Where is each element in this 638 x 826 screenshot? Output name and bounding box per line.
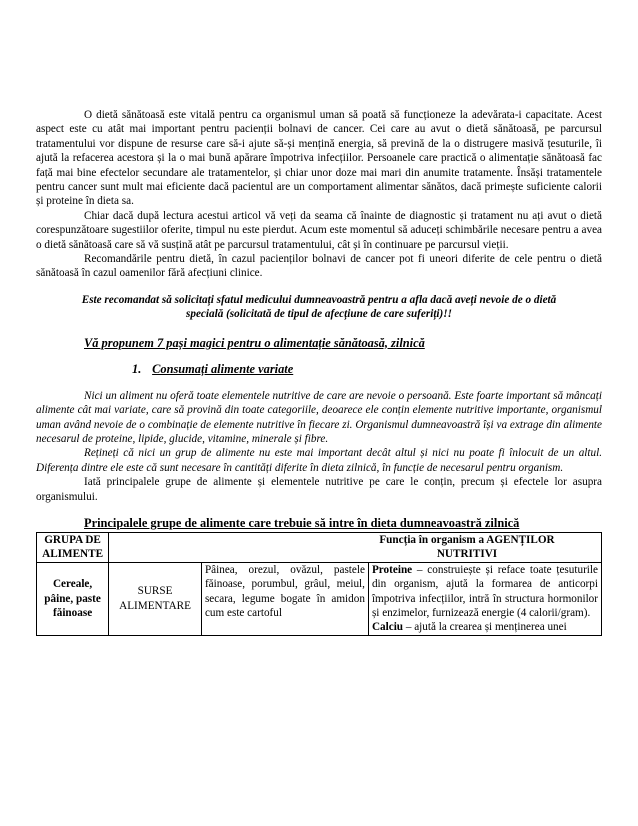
- doctor-advice-note: Este recomandat să solicitați sfatul medicului dumneavoastră pentru a afla dacă aveți nevoie de o dietă specială (solicitată de tipul de afecțiune de care suferiți)!!: [81, 293, 557, 321]
- calcium-label: Calciu: [371, 621, 404, 634]
- row-foods-list: Pâinea, orezul, ovăzul, pastele făinoase, porumbul, grâul, meiul, secara, legume bogate în amidon cum este cartoful: [201, 562, 368, 635]
- document-page: [36, 108, 602, 636]
- step-1-title: Consumați alimente variate: [152, 361, 294, 376]
- table-title: Principalele grupe de alimente care trebuie să intre în dieta dumneavoastră zilnică: [84, 515, 520, 530]
- header-nutrient-function: [109, 532, 602, 562]
- table-row: [37, 562, 602, 635]
- row-food-group: Cereale, pâine, paste făinoase: [37, 562, 109, 635]
- row-food-source: SURSE ALIMENTARE: [109, 562, 202, 635]
- steps-heading: Vă propunem 7 pași magici pentru o alimentație sănătoasă, zilnică: [84, 335, 425, 350]
- step-1-paragraph-1: Nici un aliment nu oferă toate elementele nutritive de care are nevoie o persoană. Este foarte important să mâncați alimente cât mai variate, care să provină din toate categoriile, deoarece ele conțin elemente nutritive importante, organismul uman având nevoie de o combinație de elemente nutritive în fiecare zi. Organismul dumneavoastră își va extrage din alimente necesarul de proteine, lipide, glucide, vitamine, minerale și fibre.: [36, 389, 602, 445]
- calcium-text: – ajută la crearea și menținerea unei: [403, 621, 567, 634]
- proteins-text: – construiește și reface toate țesuturile din organism, ajută la formarea de anticorpi împotriva infecțiilor, intră în structura hormonilor și enzimelor, furnizează energie (4 calorii/gram).: [371, 563, 598, 619]
- header-food-group: GRUPA DE ALIMENTE: [37, 532, 109, 562]
- step-1-number: 1.: [132, 361, 142, 376]
- table-header-row: [37, 532, 602, 562]
- proteins-label: Proteine: [371, 563, 413, 576]
- step-1-paragraph-3: Iată principalele grupe de alimente și elementele nutritive pe care le conțin, precum și efectele lor asupra organismului.: [36, 476, 602, 503]
- row-nutrient-functions: [368, 562, 601, 635]
- intro-paragraph-2: Chiar dacă după lectura acestui articol vă veți da seama că înainte de diagnostic și tratament nu ați avut o dietă corespunzătoare sugestiilor oferite, timpul nu este pierdut. Acum este momentul să aduceți schimbările necesare pentru a avea o dietă sănătoasă care să vă susțină atât pe parcursul tratamentului, cât și în continuare pe parcursul vieții.: [36, 209, 602, 251]
- step-1-heading: [132, 362, 602, 377]
- header-nutrient-function-text: Funcția în organism a AGENȚILOR NUTRITIVI: [379, 533, 555, 561]
- intro-paragraph-1: O dietă sănătoasă este vitală pentru ca organismul uman să poată să funcționeze la adevărata-i capacitate. Acest aspect este cu atât mai important pentru pacienții bolnavi de cancer. Cei care au avut o dietă sănătoasă, pe parcursul tratamentului vor dispune de resurse care să-i ajute să-și mențină energia, să prevină de la o distrugere masivă țesuturile, îi ajută la refacerea acestora și la o mai bună apărare împotriva infecțiilor. Persoanele care practică o alimentație sănătoasă fac față mai bine efectelor secundare ale tratamentelor, și chiar unor doze mai mari din anumite tratamente. Însăși tratamentele pentru cancer sunt mult mai eficiente dacă pacientul are un comportament alimentar sănătos, dacă primește suficiente calorii și proteine în dieta sa.: [36, 109, 602, 208]
- step-1-paragraph-2: Rețineți că nici un grup de alimente nu este mai important decât altul și nici nu poate fi înlocuit de un altul. Diferența dintre ele este că sunt necesare în cantități diferite în dieta zilnică, în funcție de necesarul pentru organism.: [36, 447, 602, 474]
- intro-paragraph-3: Recomandările pentru dietă, în cazul pacienților bolnavi de cancer pot fi uneori diferite de cele pentru o dietă sănătoasă în cazul oamenilor fără afecțiuni clinice.: [36, 253, 602, 280]
- food-groups-table: [36, 532, 602, 636]
